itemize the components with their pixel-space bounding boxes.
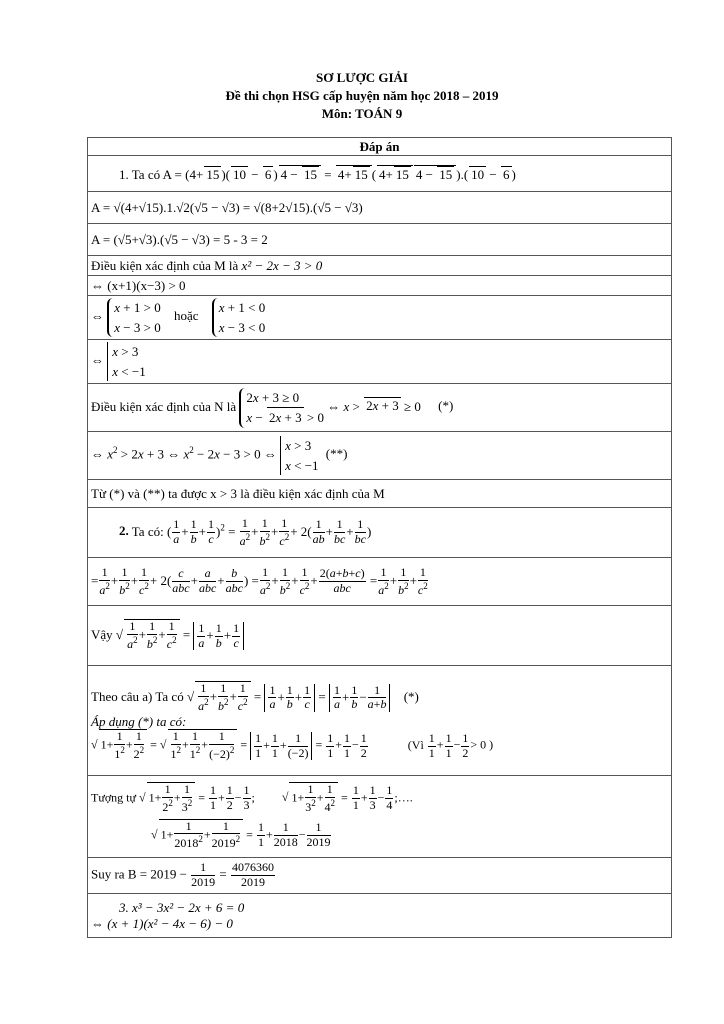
ellipsis-text: ;…. <box>394 790 413 805</box>
because-text: (Vì <box>407 737 424 752</box>
row-part2-intro: 2. Ta có: ( $\frac{1}{a}$ + $\frac{1}{b}$ + $\frac{1}{c}$ )$^2$ = $\frac{1}{a^2}$ + $\frac{1}{b^2}$ + $\frac{1}{c^2}$ + 2( $\frac{1}{ab}$ + $\frac{1}{bc}$ + $\frac{1}{bc}$ ) <box>88 508 672 558</box>
page-subtitle: Đề thi chọn HSG cấp huyện năm học 2018 – 2019 <box>225 88 499 103</box>
row-apply: Theo câu a) Ta có √ $\frac{1}{a^2}$ + $\frac{1}{b^2}$ + $\frac{1}{c^2}$ = $\frac{1}{a}$ + $\frac{1}{b}$ + $\frac{1}{c}$ = $\frac{1}{a}$ + $\frac{1}{b}$ − $\frac{1}{a+b}$ (*) Áp dụng (*) ta có: √ 1+ $\frac{1}{1^2}$ + $\frac{1}{2^2}$ = √ $\frac{1}{1^2}$ + $\frac{1}{1^2}$ + $\frac{1}{(-2)^2}$ = $\frac{1}{1}$ + $\frac{1}{1}$ + $\frac{1}{(-2)}$ = $\frac{1}{1}$ + $\frac{1}{1}$ − $\frac{1}{2}$ (Vì $\frac{1}{1}$ + $\frac{1}{1}$ − $\frac{1}{2}$ > 0 ) <box>88 666 672 776</box>
row-conclusion-m: Từ (*) và (**) ta được x > 3 là điều kiện xác định của M <box>88 480 672 508</box>
result-b-numerator: 4076360 <box>232 860 275 875</box>
star-mark: (*) <box>438 398 454 414</box>
row-system: ⇔ x + 1 > 0 x − 3 > 0 hoặc x + 1 < 0 x − 3 < 0 <box>88 296 672 340</box>
double-star-mark: (**) <box>325 446 348 462</box>
row-condition-n: Điều kiện xác định của N là 2x + 3 ≥ 0 x − 2x + 3 > 0 ⇔ x > 2x + 3 ≥ 0 (*) <box>88 384 672 432</box>
row-similarly: Tượng tự √ 1+ $\frac{1}{2^2}$ + $\frac{1}{3^2}$ = $\frac{1}{1}$ + $\frac{1}{2}$ − $\frac{1}{3}$ ; √ 1+ $\frac{1}{3^2}$ + $\frac{1}{4^2}$ = $\frac{1}{1}$ + $\frac{1}{3}$ − $\frac{1}{4}$ ;…. √ 1+ $\frac{1}{2018^2}$ + $\frac{1}{2019^2}$ = $\frac{1}{1}$ + $\frac{1}{2018}$ − $\frac{1}{2019}$ <box>88 776 672 858</box>
part3-equation: 3. x³ − 3x² − 2x + 6 = 0 <box>119 899 245 915</box>
condition-n-text: Điều kiện xác định của N là <box>91 398 237 414</box>
row-square-ineq: ⇔ $x^2 > 2x + 3$ ⇔ $x^2 - 2x - 3 > 0$ ⇔ x > 3 x < −1 (**) <box>88 432 672 480</box>
part2-label: 2. <box>119 523 129 539</box>
page-title: SƠ LƯỢC GIẢI <box>316 70 408 85</box>
row-condition-m <box>88 256 672 276</box>
by-part-a-text: Theo câu a) Ta có <box>91 688 184 704</box>
result-b-denominator: 2019 <box>241 875 266 889</box>
page-subject: Môn: TOÁN 9 <box>321 106 403 121</box>
part1-formula: A = (4+ 15 )( 10 − 6 ) 4 − 15 = 4+ 15 ( 4+ 15 4 − 15 ).( 10 − 6 ) <box>162 166 516 182</box>
row-part1-intro <box>88 156 672 192</box>
apply-text: Áp dụng (*) ta có: <box>91 713 187 729</box>
condition-m-expr: x² − 2x − 3 > 0 <box>241 257 323 273</box>
or-text: hoặc <box>173 308 199 324</box>
row-part1-step2: A = √(4+√15).1.√2(√5 − √3) = √(8+2√15).(√5 − √3) <box>88 192 672 224</box>
row-union: ⇔ x > 3 x < −1 <box>88 340 672 384</box>
row-part2-result: Vậy √ $\frac{1}{a^2}$ + $\frac{1}{b^2}$ + $\frac{1}{c^2}$ = $\frac{1}{a}$ + $\frac{1}{b}$ + $\frac{1}{c}$ <box>88 606 672 666</box>
therefore-text: Vậy <box>91 626 113 642</box>
row-part1-result: A = (√5+√3).(√5 − √3) = 5 - 3 = 2 <box>88 224 672 256</box>
row-part3 <box>88 894 672 938</box>
similarly-text: Tượng tự <box>91 790 137 805</box>
row-factor: ⇔ (x+1)(x−3) > 0 <box>88 276 672 296</box>
table-heading: Đáp án <box>88 138 672 156</box>
apply-star-mark: (*) <box>403 688 419 704</box>
condition-m-text: Điều kiện xác định của M là <box>91 257 239 273</box>
result-b-text: Suy ra B = 2019 − <box>91 866 187 882</box>
answer-table <box>87 137 672 938</box>
row-part2-step2: = $\frac{1}{a^2}$ + $\frac{1}{b^2}$ + $\frac{1}{c^2}$ + 2( c abc + a abc + b abc ) = $\frac{1}{a^2}$ + $\frac{1}{b^2}$ + $\frac{1}{c^2}$ + 2(a+b+c) abc = $\frac{1}{a^2}$ + $\frac{1}{b^2}$ + $\frac{1}{c^2}$ <box>88 558 672 606</box>
part1-label: 1. Ta có <box>119 166 161 182</box>
part2-text: Ta có: <box>131 523 164 539</box>
row-result-b: Suy ra B = 2019 − $\frac{1}{2019}$ = $\frac{4076360}{2019}$ <box>88 858 672 894</box>
part3-factor: ⇔ (x + 1)(x² − 4x − 6) − 0 <box>91 915 233 931</box>
